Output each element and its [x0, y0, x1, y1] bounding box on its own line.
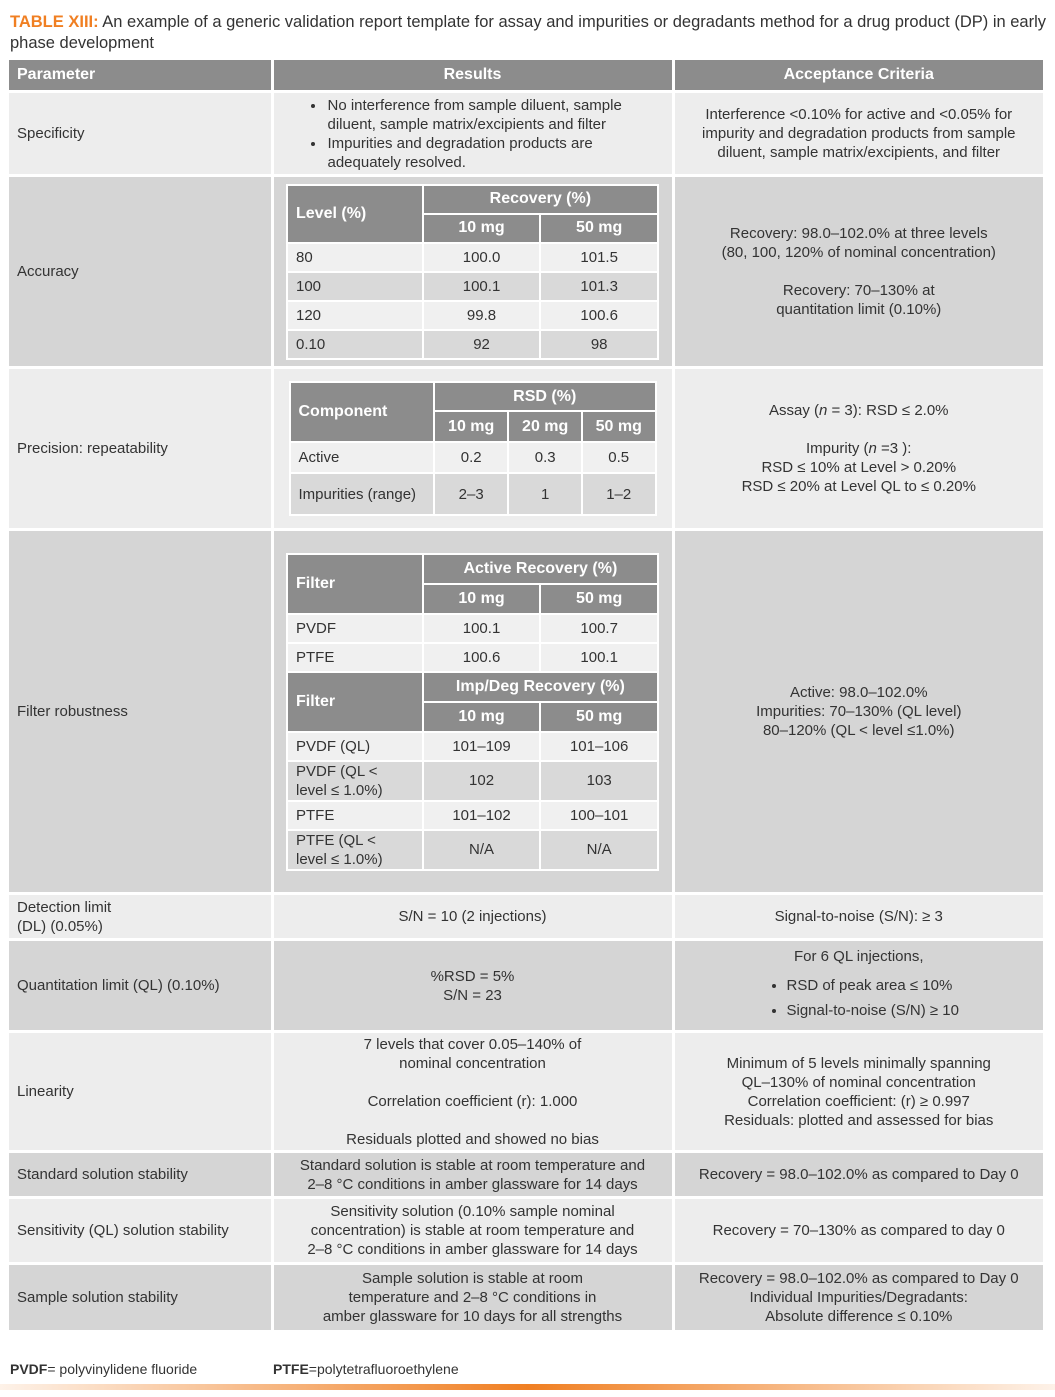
specificity-bullet-2: • Impurities and degradation products are adequately resolved. — [326, 134, 664, 172]
accuracy-value: 92 — [423, 330, 541, 359]
accuracy-criteria-line: (80, 100, 120% of nominal concentration) — [721, 244, 996, 261]
filter-name: PVDF (QL) — [287, 732, 423, 761]
row-quantitation-limit — [9, 940, 1043, 1032]
filter-active-row — [287, 643, 658, 672]
results-sensitivity: Sensitivity solution (0.10% sample nominal concentration) is stable at room temperature and 2–8 °C conditions in amber glassware for 14 days — [272, 1198, 673, 1264]
filter-col-10mg: 10 mg — [423, 584, 541, 614]
filter-value: N/A — [540, 830, 658, 870]
precision-rsd-header: RSD (%) — [434, 382, 656, 411]
precision-component-header: Component — [290, 382, 434, 442]
accuracy-value: 101.3 — [540, 272, 658, 301]
precision-criteria-line: RSD ≤ 10% at Level > 0.20% — [761, 459, 957, 476]
param-precision: Precision: repeatability — [9, 368, 272, 530]
header-parameter: Parameter — [9, 60, 272, 92]
filter-header: Filter — [287, 554, 423, 614]
precision-table — [289, 381, 657, 516]
param-accuracy: Accuracy — [9, 176, 272, 368]
precision-col-50mg: 50 mg — [582, 411, 656, 442]
accuracy-criteria-line: Recovery: 70–130% at — [782, 282, 935, 299]
footnote-ptfe: PTFE=polytetrafluoroethylene — [273, 1361, 459, 1377]
accuracy-row — [287, 243, 658, 272]
precision-col-20mg: 20 mg — [508, 411, 582, 442]
table-caption — [10, 12, 1050, 54]
filter-value: 101–109 — [423, 732, 541, 761]
filter-value: 100.6 — [423, 643, 541, 672]
accuracy-criteria-line: quantitation limit (0.10%) — [776, 301, 942, 318]
filter-value: 100.1 — [540, 643, 658, 672]
row-accuracy — [9, 176, 1043, 368]
filter-col-50mg: 50 mg — [540, 702, 658, 732]
footnotes — [10, 1361, 459, 1377]
filter-criteria-line: 80–120% (QL < level ≤1.0%) — [762, 722, 955, 739]
filter-name: PTFE — [287, 801, 423, 830]
accuracy-level: 120 — [287, 301, 423, 330]
criteria-quantitation — [673, 940, 1043, 1032]
filter-value: 100–101 — [540, 801, 658, 830]
row-specificity — [9, 92, 1043, 176]
filter-criteria-line: Active: 98.0–102.0% — [789, 684, 928, 701]
param-specificity: Specificity — [9, 92, 272, 176]
param-sensitivity: Sensitivity (QL) solution stability — [9, 1198, 272, 1264]
filter-criteria-line: Impurities: 70–130% (QL level) — [756, 703, 962, 720]
accuracy-col-10mg: 10 mg — [423, 214, 541, 243]
accuracy-level: 80 — [287, 243, 423, 272]
param-standard: Standard solution stability — [9, 1152, 272, 1198]
accuracy-value: 101.5 — [540, 243, 658, 272]
filter-header: Filter — [287, 672, 423, 732]
filter-col-50mg: 50 mg — [540, 584, 658, 614]
precision-criteria-line: RSD ≤ 20% at Level QL to ≤ 0.20% — [741, 478, 976, 495]
results-detection: S/N = 10 (2 injections) — [272, 894, 673, 940]
filter-active-header: Active Recovery (%) — [423, 554, 658, 584]
filter-name: PVDF (QL < level ≤ 1.0%) — [287, 761, 423, 801]
row-linearity — [9, 1032, 1043, 1152]
accuracy-row — [287, 272, 658, 301]
criteria-detection: Signal-to-noise (S/N): ≥ 3 — [673, 894, 1043, 940]
precision-value: 1–2 — [582, 473, 656, 515]
precision-value: 0.3 — [508, 442, 582, 473]
param-quantitation: Quantitation limit (QL) (0.10%) — [9, 940, 272, 1032]
accuracy-value: 100.0 — [423, 243, 541, 272]
filter-value: 102 — [423, 761, 541, 801]
table-header-row — [9, 60, 1043, 92]
filter-imp-row — [287, 761, 658, 801]
criteria-accuracy — [673, 176, 1043, 368]
quantitation-bullet-1: • RSD of peak area ≤ 10% — [787, 973, 1036, 998]
accuracy-row — [287, 330, 658, 359]
row-precision — [9, 368, 1043, 530]
filter-imp-row — [287, 801, 658, 830]
results-linearity: 7 levels that cover 0.05–140% of nominal concentration Correlation coefficient (r): 1.000 Residuals plotted and showed no bias — [272, 1032, 673, 1152]
accuracy-value: 98 — [540, 330, 658, 359]
precision-value: 2–3 — [434, 473, 509, 515]
row-sensitivity-stability — [9, 1198, 1043, 1264]
filter-name: PVDF — [287, 614, 423, 643]
filter-value: N/A — [423, 830, 541, 870]
results-quantitation: %RSD = 5% S/N = 23 — [272, 940, 673, 1032]
footnote-pvdf: PVDF= polyvinylidene fluoride — [10, 1361, 198, 1377]
results-sample: Sample solution is stable at room temperature and 2–8 °C conditions in amber glassware for 10 days for all strengths — [272, 1264, 673, 1330]
criteria-standard: Recovery = 98.0–102.0% as compared to Day 0 — [673, 1152, 1043, 1198]
orange-divider — [0, 1384, 1055, 1390]
row-standard-stability — [9, 1152, 1043, 1198]
results-precision — [272, 368, 673, 530]
precision-col-10mg: 10 mg — [434, 411, 509, 442]
caption-label: TABLE XIII: — [10, 13, 99, 31]
criteria-specificity: Interference <0.10% for active and <0.05% for impurity and degradation products from sample diluent, sample matrix/excipients, and filter — [673, 92, 1043, 176]
precision-criteria-assay: Assay (n = 3): RSD ≤ 2.0% — [768, 402, 949, 419]
filter-name: PTFE (QL < level ≤ 1.0%) — [287, 830, 423, 870]
quantitation-criteria-intro: For 6 QL injections, — [794, 948, 924, 965]
criteria-linearity: Minimum of 5 levels minimally spanning QL–130% of nominal concentration Correlation coefficient: (r) ≥ 0.997 Residuals: plotted and assessed for bias — [673, 1032, 1043, 1152]
row-detection-limit — [9, 894, 1043, 940]
filter-imp-row — [287, 830, 658, 870]
accuracy-col-50mg: 50 mg — [540, 214, 658, 243]
filter-imp-row — [287, 732, 658, 761]
quantitation-bullet-2: • Signal-to-noise (S/N) ≥ 10 — [787, 998, 1036, 1023]
filter-table — [286, 553, 659, 871]
precision-criteria-impurity: Impurity (n =3 ): — [806, 440, 912, 457]
accuracy-level-header: Level (%) — [287, 185, 423, 243]
accuracy-value: 100.1 — [423, 272, 541, 301]
param-detection: Detection limit (DL) (0.05%) — [9, 894, 272, 940]
specificity-bullet-1: • No interference from sample diluent, sample diluent, sample matrix/excipients and filter — [326, 96, 664, 134]
header-acceptance: Acceptance Criteria — [673, 60, 1043, 92]
validation-table — [9, 60, 1043, 1330]
accuracy-value: 99.8 — [423, 301, 541, 330]
precision-component: Active — [290, 442, 434, 473]
accuracy-level: 100 — [287, 272, 423, 301]
filter-value: 103 — [540, 761, 658, 801]
accuracy-row — [287, 301, 658, 330]
precision-value: 0.2 — [434, 442, 509, 473]
filter-value: 101–106 — [540, 732, 658, 761]
criteria-precision — [673, 368, 1043, 530]
header-results: Results — [272, 60, 673, 92]
results-standard: Standard solution is stable at room temperature and 2–8 °C conditions in amber glassware for 14 days — [272, 1152, 673, 1198]
precision-row — [290, 442, 656, 473]
results-accuracy — [272, 176, 673, 368]
criteria-sensitivity: Recovery = 70–130% as compared to day 0 — [673, 1198, 1043, 1264]
precision-value: 0.5 — [582, 442, 656, 473]
filter-impdeg-header: Imp/Deg Recovery (%) — [423, 672, 658, 702]
filter-active-row — [287, 614, 658, 643]
accuracy-level: 0.10 — [287, 330, 423, 359]
filter-value: 101–102 — [423, 801, 541, 830]
precision-row — [290, 473, 656, 515]
filter-col-10mg: 10 mg — [423, 702, 541, 732]
results-filter — [272, 530, 673, 894]
row-sample-stability — [9, 1264, 1043, 1330]
precision-value: 1 — [508, 473, 582, 515]
accuracy-criteria-line: Recovery: 98.0–102.0% at three levels — [729, 225, 988, 242]
precision-component: Impurities (range) — [290, 473, 434, 515]
accuracy-recovery-header: Recovery (%) — [423, 185, 658, 214]
accuracy-table — [286, 184, 659, 360]
filter-value: 100.1 — [423, 614, 541, 643]
param-filter: Filter robustness — [9, 530, 272, 894]
results-specificity — [272, 92, 673, 176]
caption-text: An example of a generic validation report template for assay and impurities or degradants method for a drug product (DP) in early phase development — [10, 13, 1047, 52]
accuracy-value: 100.6 — [540, 301, 658, 330]
criteria-sample: Recovery = 98.0–102.0% as compared to Day 0 Individual Impurities/Degradants: Absolute difference ≤ 0.10% — [673, 1264, 1043, 1330]
filter-value: 100.7 — [540, 614, 658, 643]
criteria-filter — [673, 530, 1043, 894]
row-filter-robustness — [9, 530, 1043, 894]
filter-name: PTFE — [287, 643, 423, 672]
param-sample: Sample solution stability — [9, 1264, 272, 1330]
param-linearity: Linearity — [9, 1032, 272, 1152]
